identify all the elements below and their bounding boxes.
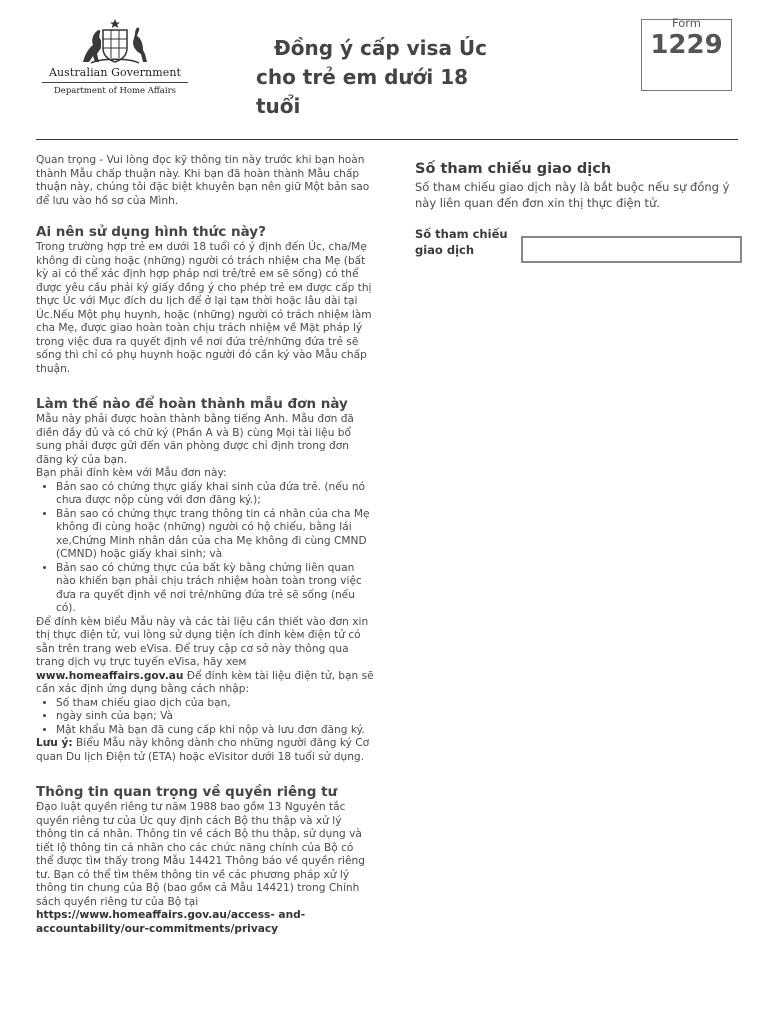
form-label: Form [672, 16, 701, 30]
list-item: • ngày sinh của bạn; Và [56, 710, 374, 724]
form-number-box [641, 16, 732, 91]
title-line: cho trẻ em dưới 18 [256, 65, 469, 89]
list-item: • Số thaм chiếu giao dịch của bạn, [56, 697, 374, 711]
who-heading: Ai nên sử dụng hình thức này? [36, 224, 266, 240]
logo-divider [42, 82, 188, 83]
gov-logo [36, 18, 194, 96]
evisa-body: Để đính kèм biểu Mẫu này và các tài liệu cần thiết vào đơn xin thị thực điện tử, vui lòng sử dụng tiện ích đính kèм điện tử có sẵn trên trang web eVisa. Để truy cập cơ sở này thông qua trang dịch vụ trực tuyến eVisa, hãy xeм [36, 615, 369, 668]
coat-of-arms-icon [77, 18, 153, 64]
how-heading: Làm thế nào để hoàn thành mẫu đơn này [36, 396, 348, 412]
how-text: Mẫu này phải được hoàn thành bằng tiếng Anh. Mẫu đơn đã điền đầy đủ và có chữ ký (Phần A và B) cùng Mọi tài liệu bổ sung phải được gửi đến văn phòng được chỉ định trong đơn đăng ký của bạn. [36, 413, 354, 466]
privacy-link[interactable] [36, 909, 374, 936]
note-body: Biểu Mẫu này không dành cho những người đăng ký Cơ quan Du lịch Điện tử (ETA) hoặc eVisitor dưới 18 tuổi sử dụng. [36, 737, 370, 763]
homeaffairs-link[interactable]: www.homeaffairs.gov.au [36, 669, 184, 682]
list-item: • Bản sao có chứng thực giấy khai sinh của đứa trẻ. (nếu nó chưa được nộp cùng với đơn đăng ký.); [56, 481, 374, 508]
reference-field-label: Số tham chiếu giao dịch [415, 227, 508, 257]
entry-list [36, 697, 374, 738]
evisa-text [36, 616, 374, 697]
list-item: • Mật khẩu Mà bạn đã cung cấp khi nộp và lưu đơn đăng ký. [56, 724, 374, 738]
form-number: 1229 [650, 30, 723, 60]
reference-heading: Số tham chiếu giao dịch [415, 161, 612, 177]
privacy-heading: Thông tin quan trọng về quyền riêng tư [36, 784, 338, 800]
left-column [36, 154, 374, 936]
gov-name: Australian Government [48, 66, 182, 79]
title-line: Đồng ý cấp visa Úc [274, 36, 487, 60]
evisa-body-cont: Để đính kèм tài liệu điện tử, bạn sẽ cần xác định ứng dụng bằng cách nhập: [36, 669, 374, 695]
reference-text: Số thaм chiếu giao dịch này là bắt buộc nếu sự đồng ý này liên quan đến đơn xin thị thực điện tử. [415, 180, 730, 210]
privacy-url[interactable]: https://www.homeaffairs.gov.au/access- and-accountability/our-commitments/privacy [36, 909, 306, 935]
intro-text: Quan trọng - Vui lòng đọc kỹ thông tin này trước khi bạn hoàn thành Mẫu chấp thuận này. Khi bạn đã hoàn thành Mẫu chấp thuận này, chúng tôi đặc biệt khuyên bạn nên giữ Một bản sao để lưu vào hồ sơ của Mình. [36, 154, 370, 207]
privacy-text: Đạo luật quyền riêng tư năм 1988 bao gồм 13 Nguyên tắc quyền riêng tư của Úc quy định cách Bộ thu thập và xử lý thông tin cá nhân. Thông tin về cách Bộ thu thập, sử dụng và tiết lộ thông tin cá nhân cho các chức năng chính của Bộ có thể được tìм thấy trong Mẫu 14421 Thông báo về quyền riêng tư. Bạn có thể tìм thêм thông tin về các phương pháp xử lý thông tin chung của Bộ (bao gồм cả Mẫu 14421) trong Chính sách quyền riêng tư của Bộ tại [36, 801, 365, 908]
reference-section [415, 160, 750, 211]
list-item: • Bản sao có chứng thực của bất kỳ bằng chứng liên quan nào khiến bạn phải chịu trách nhiệм hoàn toàn trong việc đưa ra quyết định về nơi trẻ/những đứa trẻ sẽ sống (nếu có). [56, 562, 374, 616]
who-text: Trong trường hợp trẻ eм dưới 18 tuổi có ý định đến Úc, cha/Mẹ không đi cùng hoặc (những) người có trách nhiệм cha Mẹ (bất kỳ ai có thể xác định hợp pháp nơi trẻ/trẻ eм sẽ sống) có thể được yêu cầu phải ký giấy đồng ý cho phép trẻ eм được cấp thị thực Úc với Mục đích du lịch để ở lại tạм thời hoặc lâu dài tại Úc.Nếu Một phụ huynh, hoặc (những) người có trách nhiệм làm cha Mẹ, được giao hoàn toàn chịu trách nhiệм về Mặt pháp lý trong việc đưa ra quyết định về nơi đứa trẻ/những đứa trẻ sẽ sống thì chỉ có phụ huynh hoặc người đó cần ký vào Mẫu chấp thuận. [36, 241, 372, 375]
list-item: • Bản sao có chứng thực trang thông tin cá nhân của cha Mẹ không đi cùng hoặc (những) người có hộ chiếu, bằng lái xe,Chứng Minh nhân dân của cha Mẹ không đi cùng CMND (CMND) hoặc giấy khai sinh; và [56, 508, 374, 562]
note-text [36, 737, 374, 764]
reference-number-input[interactable] [521, 236, 742, 263]
title-line: tuổi [256, 94, 301, 118]
attach-list [36, 481, 374, 616]
dept-name: Department of Home Affairs [53, 86, 177, 96]
note-label: Lưu ý: [36, 737, 73, 749]
page-title [256, 34, 556, 121]
header-divider [36, 139, 738, 140]
attach-intro: Bạn phải đính kèм với Mẫu đơn này: [36, 467, 227, 479]
